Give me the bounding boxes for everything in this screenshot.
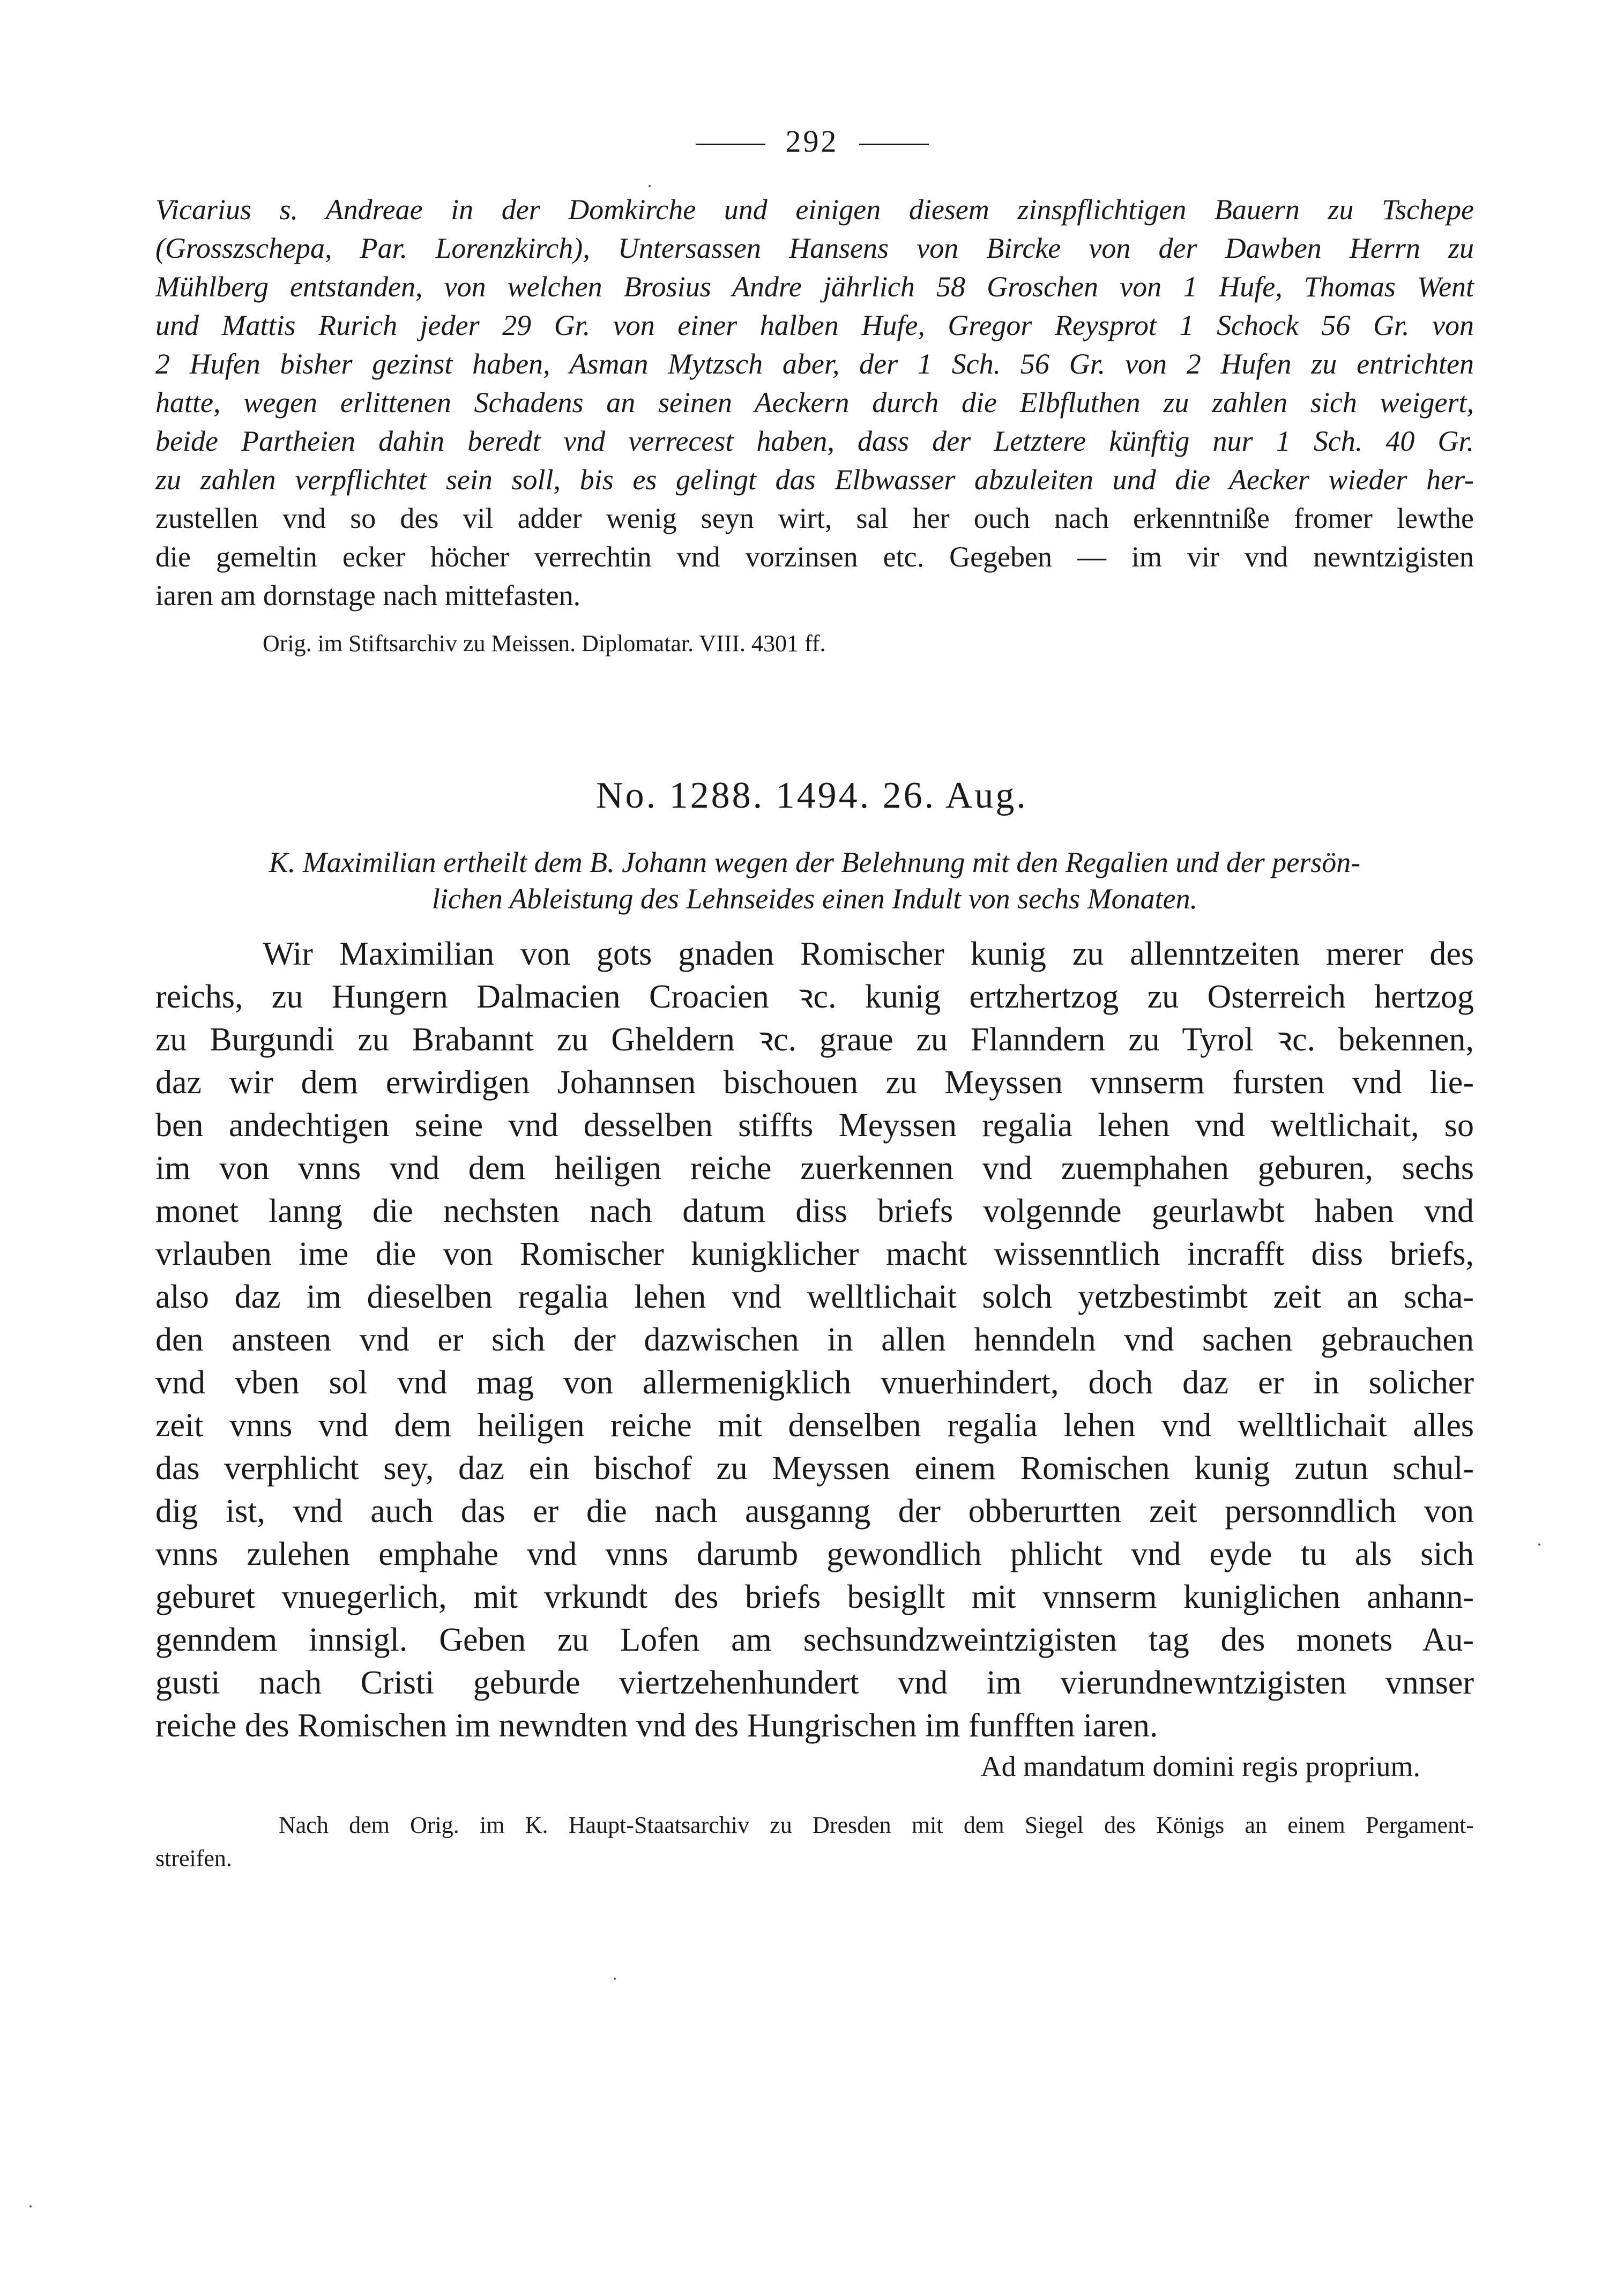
charter-line: vnd vben sol vnd mag von allermenigklich vnuerhindert, doch daz er in solicher [155,1364,1474,1401]
charter-text [155,933,1474,1747]
charter-line: das verphlicht sey, daz ein bischof zu Meyssen einem Romischen kunig zutun schul- [155,1450,1474,1487]
regest-line: lichen Ableistung des Lehnseides einen Indult von sechs Monaten. [431,883,1198,915]
paragraph-line: hatte, wegen erlittenen Schadens an seinen Aeckern durch die Elbfluthen zu zahlen sich weigert, [155,386,1474,419]
charter-line: im von vnns vnd dem heiligen reiche zuerkennen vnd zuemphahen geburen, sechs [155,1150,1474,1187]
charter-line: reichs, zu Hungern Dalmacien Croacien ꝛc. kunig ertzhertzog zu Osterreich hertzog [155,979,1474,1015]
charter-line: also daz im dieselben regalia lehen vnd welltlichait solch yetzbestimbt zeit an scha- [155,1279,1474,1315]
paragraph-line: iaren am dornstage nach mittefasten. [155,579,581,611]
paragraph-line: beide Partheien dahin beredt vnd verrecest haben, dass der Letztere künftig nur 1 Sch. 40 Gr. [155,425,1474,457]
regest-summary [155,844,1474,917]
header-rule-right [859,144,929,145]
chancery-note: Ad mandatum domini regis proprium. [980,1750,1420,1782]
previous-document-paragraph [155,190,1474,615]
charter-line: genndem innsigl. Geben zu Lofen am sechsundzweintzigisten tag des monets Au- [155,1622,1474,1658]
paragraph-line: (Grosszschepa, Par. Lorenzkirch), Untersassen Hansens von Bircke von der Dawben Herrn zu [155,232,1474,264]
paragraph-line: zustellen vnd so des vil adder wenig seyn wirt, sal her ouch nach erkenntniße fromer lewthe [155,502,1474,534]
paragraph-line: und Mattis Rurich jeder 29 Gr. von einer halben Hufe, Gregor Reysprot 1 Schock 56 Gr. von [155,309,1474,341]
regest-line: K. Maximilian ertheilt dem B. Johann wegen der Belehnung mit den Regalien und der persön- [269,846,1361,878]
paragraph-line: zu zahlen verpflichtet sein soll, bis es gelingt das Elbwasser abzuleiten und die Aecker wieder her- [155,464,1474,496]
page-header [0,123,1624,159]
scan-speck [29,2205,32,2207]
charter-line: reiche des Romischen im newndten vnd des Hungrischen im funfften iaren. [155,1707,1158,1744]
charter-line: ben andechtigen seine vnd desselben stiffts Meyssen regalia lehen vnd weltlichait, so [155,1107,1474,1144]
charter-line: den ansteen vnd er sich der dazwischen in allen henndeln vnd sachen gebrauchen [155,1322,1474,1358]
paragraph-line: die gemeltin ecker höcher verrechtin vnd vorzinsen etc. Gegeben — im vir vnd newntzigisten [155,541,1474,573]
document-title: No. 1288. 1494. 26. Aug. [596,775,1028,816]
charter-line: zu Burgundi zu Brabannt zu Gheldern ꝛc. graue zu Flanndern zu Tyrol ꝛc. bekennen, [155,1021,1474,1058]
source-note-line: streifen. [155,1845,232,1871]
charter-line: vrlauben ime die von Romischer kunigklicher macht wissenntlich incrafft diss briefs, [155,1236,1474,1272]
paragraph-line: Mühlberg entstanden, von welchen Brosius Andre jährlich 58 Groschen von 1 Hufe, Thomas Went [155,271,1474,303]
charter-line: monet lanng die nechsten nach datum diss briefs volgennde geurlawbt haben vnd [155,1193,1474,1229]
charter-line: daz wir dem erwirdigen Johannsen bischouen zu Meyssen vnnserm fursten vnd lie- [155,1064,1474,1101]
paragraph-line: 2 Hufen bisher gezinst haben, Asman Mytzsch aber, der 1 Sch. 56 Gr. von 2 Hufen zu entrichten [155,348,1474,380]
header-rule-left [696,144,765,145]
paragraph-line: Vicarius s. Andreae in der Domkirche und einigen diesem zinspflichtigen Bauern zu Tschepe [155,193,1474,226]
charter-line: dig ist, vnd auch das er die nach ausganng der obberurtten zeit personndlich von [155,1493,1474,1530]
source-note-line: Nach dem Orig. im K. Haupt-Staatsarchiv zu Dresden mit dem Siegel des Königs an einem Pergament- [279,1812,1474,1838]
scan-speck [1538,1543,1540,1546]
page-number: 292 [785,124,839,159]
source-citation: Orig. im Stiftsarchiv zu Meissen. Diplomatar. VIII. 4301 ff. [263,630,826,657]
scan-speck [649,185,651,187]
charter-line: geburet vnuegerlich, mit vrkundt des briefs besigllt mit vnnserm kuniglichen anhann- [155,1579,1474,1615]
charter-line: vnns zulehen emphahe vnd vnns darumb gewondlich phlicht vnd eyde tu als sich [155,1536,1474,1572]
charter-line: Wir Maximilian von gots gnaden Romischer kunig zu allenntzeiten merer des [263,936,1474,972]
source-note [155,1809,1474,1875]
scan-speck [614,1978,616,1980]
charter-line: zeit vnns vnd dem heiligen reiche mit denselben regalia lehen vnd welltlichait alles [155,1407,1474,1444]
charter-line: gusti nach Cristi geburde viertzehenhundert vnd im vierundnewntzigisten vnnser [155,1665,1474,1701]
